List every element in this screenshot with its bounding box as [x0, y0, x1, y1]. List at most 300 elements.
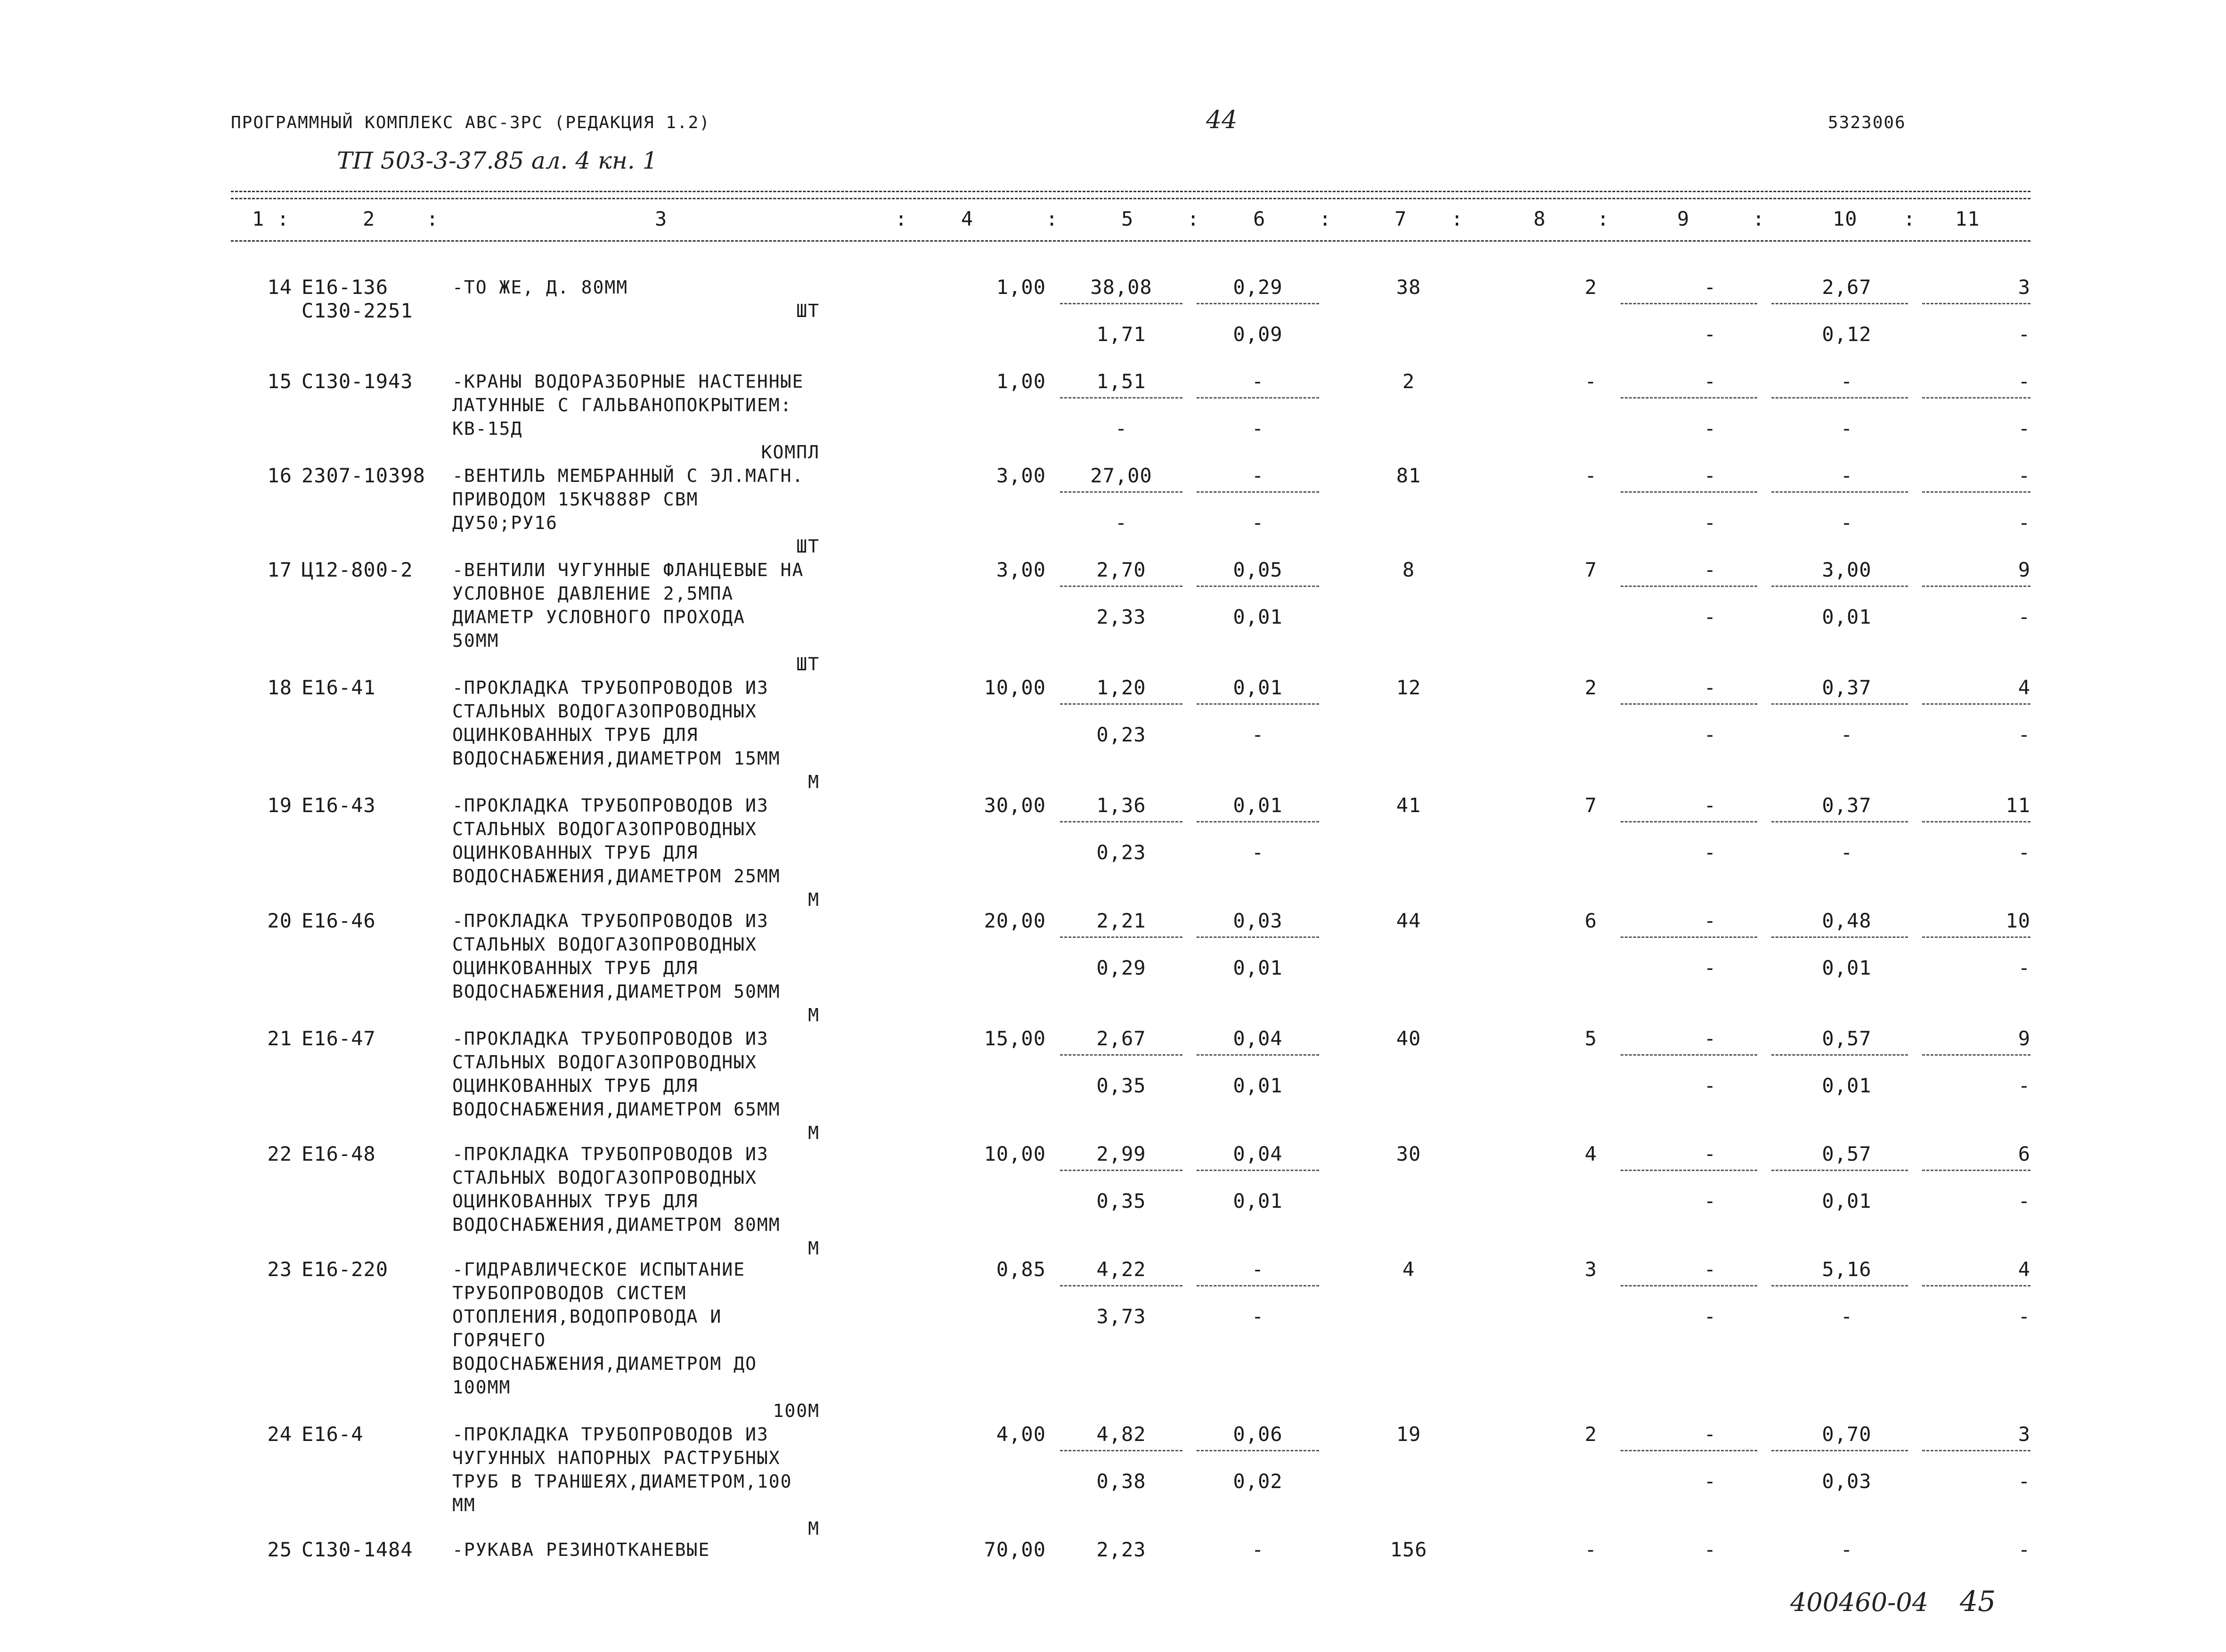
cost-8: 5: [1584, 1027, 1597, 1050]
description-line: ОЦИНКОВАННЫХ ТРУБ ДЛЯ: [452, 724, 699, 745]
value-underline: [1621, 1054, 1757, 1056]
footer-page-number: 45: [1960, 1585, 1996, 1618]
cost-10-wage: 0,12: [1822, 323, 1872, 346]
cost-9-wage: -: [1704, 1470, 1717, 1493]
resource-code-secondary: С130-2251: [302, 299, 413, 322]
cost-9-wage: -: [1704, 956, 1717, 979]
quantity: 30,00: [984, 794, 1046, 817]
unit-cost: 1,51: [1096, 370, 1146, 393]
value-underline: [1621, 1170, 1757, 1171]
cost-6-wage: -: [1251, 417, 1264, 440]
value-underline: [1060, 491, 1182, 493]
unit-cost: 4,22: [1096, 1258, 1146, 1281]
row-number: 25: [267, 1538, 292, 1561]
unit-of-measure: М: [808, 772, 820, 792]
description-line: -ПРОКЛАДКА ТРУБОПРОВОДОВ ИЗ: [452, 1028, 769, 1049]
value-underline: [1621, 397, 1757, 399]
cost-10-wage: 0,03: [1822, 1470, 1872, 1493]
unit-cost-wage: 1,71: [1096, 323, 1146, 346]
unit-cost-wage: 0,23: [1096, 841, 1146, 864]
description-line: -ВЕНТИЛИ ЧУГУННЫЕ ФЛАНЦЕВЫЕ НА: [452, 560, 804, 580]
description-line: КВ-15Д: [452, 418, 523, 439]
description-line: ВОДОСНАБЖЕНИЯ,ДИАМЕТРОМ 25ММ: [452, 866, 781, 887]
unit-of-measure: М: [808, 889, 820, 910]
value-underline: [1060, 1285, 1182, 1286]
unit-cost-wage: 0,23: [1096, 723, 1146, 746]
total-cost: 81: [1396, 464, 1421, 487]
unit-cost: 2,70: [1096, 558, 1146, 581]
value-underline: [1922, 303, 2030, 304]
cost-6: 0,29: [1233, 276, 1283, 299]
document-code: 5323006: [1828, 113, 1906, 132]
resource-code: Е16-47: [302, 1027, 376, 1050]
cost-6: 0,01: [1233, 676, 1283, 699]
cost-6-wage: 0,01: [1233, 1074, 1283, 1097]
cost-11: 4: [2018, 1258, 2030, 1281]
description-line: 100ММ: [452, 1377, 511, 1398]
cost-9: -: [1704, 370, 1717, 393]
cost-8: 7: [1584, 558, 1597, 581]
cost-9: -: [1704, 464, 1717, 487]
cost-11: -: [2018, 370, 2030, 393]
cost-10-wage: -: [1840, 841, 1853, 864]
unit-cost: 2,23: [1096, 1538, 1146, 1561]
cost-11-wage: -: [2018, 1305, 2030, 1328]
cost-10: -: [1840, 464, 1853, 487]
value-underline: [1922, 1450, 2030, 1451]
cost-8: 4: [1584, 1142, 1597, 1165]
unit-cost-wage: 0,29: [1096, 956, 1146, 979]
quantity: 10,00: [984, 1142, 1046, 1165]
description-line: -ПРОКЛАДКА ТРУБОПРОВОДОВ ИЗ: [452, 795, 769, 816]
value-underline: [1922, 586, 2030, 587]
cost-9-wage: -: [1704, 323, 1717, 346]
value-underline: [1060, 821, 1182, 822]
value-underline: [1771, 1450, 1908, 1451]
resource-code: Е16-41: [302, 676, 376, 699]
cost-10: 0,48: [1822, 909, 1872, 932]
column-separator: :: [426, 207, 439, 230]
description-line: ЧУГУННЫХ НАПОРНЫХ РАСТРУБНЫХ: [452, 1448, 781, 1468]
value-underline: [1621, 491, 1757, 493]
value-underline: [1621, 586, 1757, 587]
column-header-11: 11: [1955, 207, 1980, 230]
column-header-6: 6: [1253, 207, 1266, 230]
resource-code: Е16-4: [302, 1423, 364, 1446]
value-underline: [1771, 936, 1908, 938]
resource-code: С130-1943: [302, 370, 413, 393]
column-separator: :: [1046, 207, 1059, 230]
value-underline: [1621, 703, 1757, 705]
resource-code: Е16-46: [302, 909, 376, 932]
quantity: 10,00: [984, 676, 1046, 699]
description-line: -ПРОКЛАДКА ТРУБОПРОВОДОВ ИЗ: [452, 677, 769, 698]
value-underline: [1922, 1285, 2030, 1286]
cost-8: 7: [1584, 794, 1597, 817]
description-line: СТАЛЬНЫХ ВОДОГАЗОПРОВОДНЫХ: [452, 1052, 757, 1073]
cost-11: -: [2018, 464, 2030, 487]
cost-8: 2: [1584, 676, 1597, 699]
value-underline: [1922, 936, 2030, 938]
unit-cost: 27,00: [1090, 464, 1152, 487]
cost-11: 11: [2006, 794, 2030, 817]
description-line: ОЦИНКОВАННЫХ ТРУБ ДЛЯ: [452, 1191, 699, 1212]
description-line: -РУКАВА РЕЗИНОТКАНЕВЫЕ: [452, 1539, 710, 1560]
value-underline: [1060, 703, 1182, 705]
cost-10-wage: -: [1840, 723, 1853, 746]
cost-11: 4: [2018, 676, 2030, 699]
row-number: 19: [267, 794, 292, 817]
cost-9: -: [1704, 276, 1717, 299]
cost-11-wage: -: [2018, 841, 2030, 864]
value-underline: [1771, 1054, 1908, 1056]
total-cost: 38: [1396, 276, 1421, 299]
value-underline: [1197, 1450, 1319, 1451]
unit-of-measure: ШТ: [796, 301, 820, 321]
total-cost: 2: [1402, 370, 1415, 393]
cost-9-wage: -: [1704, 605, 1717, 628]
value-underline: [1771, 397, 1908, 399]
cost-10-wage: -: [1840, 511, 1853, 534]
row-number: 16: [267, 464, 292, 487]
cost-6: 0,04: [1233, 1027, 1283, 1050]
quantity: 4,00: [996, 1423, 1046, 1446]
cost-11-wage: -: [2018, 417, 2030, 440]
cost-10: 2,67: [1822, 276, 1872, 299]
description-line: ОЦИНКОВАННЫХ ТРУБ ДЛЯ: [452, 958, 699, 978]
cost-9-wage: -: [1704, 1074, 1717, 1097]
cost-9-wage: -: [1704, 511, 1717, 534]
column-header-9: 9: [1677, 207, 1690, 230]
cost-11-wage: -: [2018, 1470, 2030, 1493]
quantity: 0,85: [996, 1258, 1046, 1281]
cost-8: -: [1584, 370, 1597, 393]
row-number: 21: [267, 1027, 292, 1050]
value-underline: [1197, 303, 1319, 304]
cost-6: 0,03: [1233, 909, 1283, 932]
cost-9: -: [1704, 1258, 1717, 1281]
description-line: ЛАТУННЫЕ С ГАЛЬВАНОПОКРЫТИЕМ:: [452, 395, 792, 415]
value-underline: [1060, 303, 1182, 304]
column-header-8: 8: [1533, 207, 1546, 230]
column-separator: :: [1319, 207, 1332, 230]
cost-6: 0,04: [1233, 1142, 1283, 1165]
cost-10: -: [1840, 370, 1853, 393]
description-line: ОЦИНКОВАННЫХ ТРУБ ДЛЯ: [452, 842, 699, 863]
cost-6-wage: 0,02: [1233, 1470, 1283, 1493]
cost-11: 9: [2018, 1027, 2030, 1050]
cost-8: -: [1584, 464, 1597, 487]
row-number: 17: [267, 558, 292, 581]
description-line: ММ: [452, 1495, 476, 1515]
cost-9: -: [1704, 1423, 1717, 1446]
value-underline: [1621, 936, 1757, 938]
quantity: 3,00: [996, 464, 1046, 487]
value-underline: [1197, 397, 1319, 399]
description-line: -ПРОКЛАДКА ТРУБОПРОВОДОВ ИЗ: [452, 1144, 769, 1164]
unit-of-measure: ШТ: [796, 654, 820, 675]
unit-cost-wage: 0,38: [1096, 1470, 1146, 1493]
cost-10-wage: 0,01: [1822, 1074, 1872, 1097]
description-line: ВОДОСНАБЖЕНИЯ,ДИАМЕТРОМ 80ММ: [452, 1214, 781, 1235]
quantity: 3,00: [996, 558, 1046, 581]
value-underline: [1771, 1285, 1908, 1286]
value-underline: [1771, 1170, 1908, 1171]
cost-9-wage: -: [1704, 723, 1717, 746]
value-underline: [1771, 491, 1908, 493]
resource-code: Е16-220: [302, 1258, 389, 1281]
resource-code: С130-1484: [302, 1538, 413, 1561]
cost-9-wage: -: [1704, 417, 1717, 440]
column-header-4: 4: [961, 207, 974, 230]
total-cost: 156: [1390, 1538, 1427, 1561]
cost-6: -: [1251, 370, 1264, 393]
unit-cost-wage: 3,73: [1096, 1305, 1146, 1328]
total-cost: 44: [1396, 909, 1421, 932]
resource-code: Ц12-800-2: [302, 558, 413, 581]
cost-8: 6: [1584, 909, 1597, 932]
column-separator: :: [277, 207, 290, 230]
description-line: СТАЛЬНЫХ ВОДОГАЗОПРОВОДНЫХ: [452, 1167, 757, 1188]
cost-10: 0,70: [1822, 1423, 1872, 1446]
cost-8: 3: [1584, 1258, 1597, 1281]
cost-9: -: [1704, 1538, 1717, 1561]
column-header-7: 7: [1394, 207, 1407, 230]
quantity: 70,00: [984, 1538, 1046, 1561]
cost-10-wage: 0,01: [1822, 956, 1872, 979]
cost-10-wage: 0,01: [1822, 1189, 1872, 1213]
unit-cost: 38,08: [1090, 276, 1152, 299]
column-separator: :: [1451, 207, 1464, 230]
cost-11-wage: -: [2018, 605, 2030, 628]
value-underline: [1922, 821, 2030, 822]
description-line: -ПРОКЛАДКА ТРУБОПРОВОДОВ ИЗ: [452, 1424, 769, 1445]
description-line: ТРУБОПРОВОДОВ СИСТЕМ: [452, 1283, 687, 1303]
cost-9-wage: -: [1704, 841, 1717, 864]
value-underline: [1922, 1054, 2030, 1056]
unit-of-measure: 100М: [773, 1400, 820, 1421]
column-separator: :: [1187, 207, 1200, 230]
quantity: 1,00: [996, 276, 1046, 299]
description-line: СТАЛЬНЫХ ВОДОГАЗОПРОВОДНЫХ: [452, 934, 757, 955]
row-number: 18: [267, 676, 292, 699]
unit-cost: 2,21: [1096, 909, 1146, 932]
handwritten-project-ref: ТП 503-3-37.85 ал. 4 кн. 1: [337, 147, 658, 174]
description-line: ВОДОСНАБЖЕНИЯ,ДИАМЕТРОМ 65ММ: [452, 1099, 781, 1120]
row-number: 14: [267, 276, 292, 299]
value-underline: [1197, 821, 1319, 822]
description-line: -КРАНЫ ВОДОРАЗБОРНЫЕ НАСТЕННЫЕ: [452, 371, 804, 392]
description-line: ПРИВОДОМ 15КЧ888Р СВМ: [452, 489, 699, 510]
total-cost: 8: [1402, 558, 1415, 581]
cost-10-wage: -: [1840, 1305, 1853, 1328]
quantity: 1,00: [996, 370, 1046, 393]
value-underline: [1922, 491, 2030, 493]
stamp-number: 400460-04: [1790, 1587, 1929, 1617]
value-underline: [1197, 1285, 1319, 1286]
unit-cost: 4,82: [1096, 1423, 1146, 1446]
column-separator: :: [895, 207, 908, 230]
value-underline: [1060, 936, 1182, 938]
value-underline: [1771, 821, 1908, 822]
cost-10-wage: 0,01: [1822, 605, 1872, 628]
cost-10: 5,16: [1822, 1258, 1872, 1281]
unit-cost: 1,36: [1096, 794, 1146, 817]
description-line: ОТОПЛЕНИЯ,ВОДОПРОВОДА И: [452, 1306, 722, 1327]
cost-6-wage: 0,01: [1233, 605, 1283, 628]
quantity: 15,00: [984, 1027, 1046, 1050]
description-line: -ПРОКЛАДКА ТРУБОПРОВОДОВ ИЗ: [452, 911, 769, 931]
value-underline: [1621, 1285, 1757, 1286]
unit-cost: 2,67: [1096, 1027, 1146, 1050]
cost-6-wage: -: [1251, 511, 1264, 534]
description-line: СТАЛЬНЫХ ВОДОГАЗОПРОВОДНЫХ: [452, 819, 757, 839]
cost-6-wage: -: [1251, 1305, 1264, 1328]
row-number: 22: [267, 1142, 292, 1165]
cost-6-wage: 0,09: [1233, 323, 1283, 346]
cost-10: 0,57: [1822, 1142, 1872, 1165]
unit-of-measure: М: [808, 1123, 820, 1143]
cost-11: 9: [2018, 558, 2030, 581]
description-line: -ГИДРАВЛИЧЕСКОЕ ИСПЫТАНИЕ: [452, 1259, 745, 1280]
resource-code: Е16-43: [302, 794, 376, 817]
cost-6: -: [1251, 1258, 1264, 1281]
unit-of-measure: М: [808, 1238, 820, 1259]
value-underline: [1621, 303, 1757, 304]
value-underline: [1771, 303, 1908, 304]
description-line: ОЦИНКОВАННЫХ ТРУБ ДЛЯ: [452, 1075, 699, 1096]
value-underline: [1197, 1054, 1319, 1056]
cost-6-wage: 0,01: [1233, 956, 1283, 979]
description-line: УСЛОВНОЕ ДАВЛЕНИЕ 2,5МПА: [452, 583, 734, 604]
value-underline: [1060, 1170, 1182, 1171]
cost-6-wage: -: [1251, 841, 1264, 864]
cost-6: -: [1251, 464, 1264, 487]
cost-9: -: [1704, 676, 1717, 699]
cost-6-wage: 0,01: [1233, 1189, 1283, 1213]
cost-10: 0,57: [1822, 1027, 1872, 1050]
cost-8: 2: [1584, 276, 1597, 299]
total-cost: 4: [1402, 1258, 1415, 1281]
program-title: ПРОГРАММНЫЙ КОМПЛЕКС АВС-3РС (РЕДАКЦИЯ 1.2): [231, 113, 710, 132]
unit-cost-wage: -: [1115, 511, 1128, 534]
value-underline: [1771, 703, 1908, 705]
value-underline: [1197, 491, 1319, 493]
column-separator: :: [1753, 207, 1765, 230]
description-line: ВОДОСНАБЖЕНИЯ,ДИАМЕТРОМ 15ММ: [452, 748, 781, 769]
value-underline: [1060, 1054, 1182, 1056]
cost-10-wage: -: [1840, 417, 1853, 440]
cost-11-wage: -: [2018, 1074, 2030, 1097]
column-header-10: 10: [1833, 207, 1858, 230]
description-line: ГОРЯЧЕГО: [452, 1330, 546, 1351]
cost-11-wage: -: [2018, 323, 2030, 346]
cost-10: 3,00: [1822, 558, 1872, 581]
row-number: 20: [267, 909, 292, 932]
column-header-2: 2: [363, 207, 375, 230]
unit-cost-wage: -: [1115, 417, 1128, 440]
description-line: СТАЛЬНЫХ ВОДОГАЗОПРОВОДНЫХ: [452, 701, 757, 722]
unit-of-measure: М: [808, 1005, 820, 1025]
cost-6: 0,01: [1233, 794, 1283, 817]
cost-8: 2: [1584, 1423, 1597, 1446]
row-number: 15: [267, 370, 292, 393]
quantity: 20,00: [984, 909, 1046, 932]
resource-code: Е16-48: [302, 1142, 376, 1165]
cost-9: -: [1704, 558, 1717, 581]
unit-of-measure: ШТ: [796, 536, 820, 557]
unit-of-measure: М: [808, 1518, 820, 1539]
value-underline: [1922, 703, 2030, 705]
total-cost: 12: [1396, 676, 1421, 699]
description-line: ДУ50;РУ16: [452, 513, 558, 533]
cost-9: -: [1704, 909, 1717, 932]
cost-9: -: [1704, 1027, 1717, 1050]
cost-10: -: [1840, 1538, 1853, 1561]
cost-10: 0,37: [1822, 676, 1872, 699]
total-cost: 30: [1396, 1142, 1421, 1165]
description-line: ТРУБ В ТРАНШЕЯХ,ДИАМЕТРОМ,100: [452, 1471, 792, 1492]
total-cost: 19: [1396, 1423, 1421, 1446]
value-underline: [1197, 1170, 1319, 1171]
description-line: 50ММ: [452, 630, 499, 651]
value-underline: [1922, 1170, 2030, 1171]
cost-9: -: [1704, 1142, 1717, 1165]
cost-11-wage: -: [2018, 511, 2030, 534]
cost-11: 3: [2018, 276, 2030, 299]
description-line: ДИАМЕТР УСЛОВНОГО ПРОХОДА: [452, 607, 745, 627]
column-header-1: 1: [252, 207, 265, 230]
description-line: ВОДОСНАБЖЕНИЯ,ДИАМЕТРОМ 50ММ: [452, 981, 781, 1002]
unit-cost-wage: 2,33: [1096, 605, 1146, 628]
cost-11-wage: -: [2018, 1189, 2030, 1213]
value-underline: [1060, 1450, 1182, 1451]
row-number: 24: [267, 1423, 292, 1446]
total-cost: 41: [1396, 794, 1421, 817]
cost-11: 10: [2006, 909, 2030, 932]
cost-11-wage: -: [2018, 723, 2030, 746]
unit-cost-wage: 0,35: [1096, 1074, 1146, 1097]
handwritten-page-number: 44: [1206, 106, 1238, 134]
cost-11: -: [2018, 1538, 2030, 1561]
value-underline: [1197, 586, 1319, 587]
description-line: -ВЕНТИЛЬ МЕМБРАННЫЙ С ЭЛ.МАГН.: [452, 465, 804, 486]
unit-of-measure: КОМПЛ: [761, 442, 820, 463]
cost-11: 6: [2018, 1142, 2030, 1165]
cost-11-wage: -: [2018, 956, 2030, 979]
value-underline: [1621, 1450, 1757, 1451]
unit-cost-wage: 0,35: [1096, 1189, 1146, 1213]
cost-6: 0,05: [1233, 558, 1283, 581]
cost-6: 0,06: [1233, 1423, 1283, 1446]
resource-code: 2307-10398: [302, 464, 425, 487]
cost-11: 3: [2018, 1423, 2030, 1446]
description-line: -ТО ЖЕ, Д. 80ММ: [452, 277, 628, 298]
cost-6-wage: -: [1251, 723, 1264, 746]
value-underline: [1197, 703, 1319, 705]
row-number: 23: [267, 1258, 292, 1281]
cost-10: 0,37: [1822, 794, 1872, 817]
value-underline: [1771, 586, 1908, 587]
cost-9: -: [1704, 794, 1717, 817]
resource-code: Е16-136: [302, 276, 389, 299]
column-separator: :: [1903, 207, 1916, 230]
cost-9-wage: -: [1704, 1305, 1717, 1328]
cost-8: -: [1584, 1538, 1597, 1561]
cost-6: -: [1251, 1538, 1264, 1561]
value-underline: [1060, 586, 1182, 587]
column-separator: :: [1597, 207, 1610, 230]
